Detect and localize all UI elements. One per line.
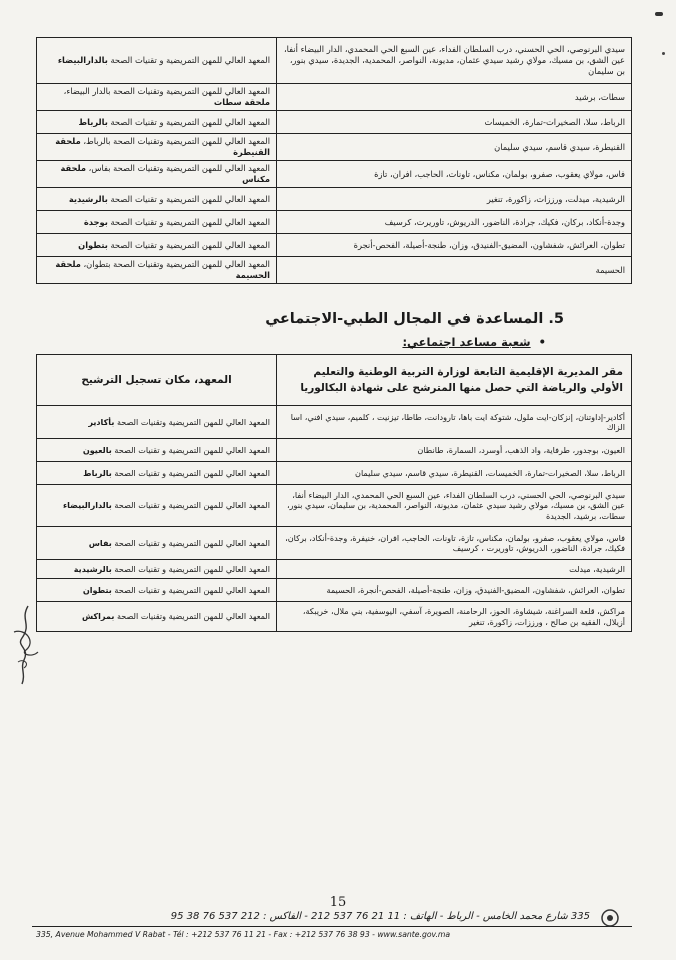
footer-divider — [32, 926, 632, 927]
footer-address-french: 335, Avenue Mohammed V Rabat - Tél : +212 537 76 11 21 - Fax : +212 537 76 38 93 - www.sante.gov.ma — [36, 930, 451, 939]
institute-city: بأكادير — [88, 416, 115, 427]
institute-name: المعهد العالي للمهن التمريضية و تقنيات الصحة — [107, 239, 270, 250]
institutes-table-continued — [36, 37, 632, 284]
table-row — [37, 527, 632, 560]
header-institute: المعهد، مكان تسجيل الترشيح — [37, 355, 277, 406]
region-cell: الرشيدية، ميدلت — [277, 560, 632, 579]
region-cell: فاس، مولاي يعقوب، صفرو، بولمان، مكناس، تازة، تاونات، الحاجب، افران، خنيفرة، وجدة-أنكاد، بركان، فكيك، جرادة، الناضور، الدريوش، تاوريرت ، كرسيف — [277, 527, 632, 560]
region-cell: القنيطرة، سيدي قاسم، سيدي سليمان — [277, 134, 632, 161]
region-cell: تطوان، العرائش، شفشاون، المضيق-الفنيدق، وزان، طنجة-أصيلة، الفحص-أنجرة، الحسيمة — [277, 579, 632, 602]
region-cell: تطوان، العرائش، شفشاون، المضيق-الفنيدق، وزان، طنجة-أصيلة، الفحص-أنجرة — [277, 234, 632, 257]
institute-cell — [37, 234, 277, 257]
institute-name: المعهد العالي للمهن التمريضية و تقنيات الصحة — [111, 467, 270, 478]
institute-city: بتطوان — [82, 584, 112, 595]
table-row — [37, 257, 632, 284]
handwritten-signature — [6, 602, 46, 688]
institute-name: المعهد العالي للمهن التمريضية و تقنيات الصحة — [107, 55, 270, 65]
table-row — [37, 406, 632, 439]
ministry-logo-icon — [597, 908, 623, 928]
footer-address-arabic: 335 شارع محمد الخامس - الرباط - الهاتف : 11 21 76 537 212 - الفاكس : 212 537 76 38 95 — [170, 911, 590, 922]
header-region: مقر المديرية الإقليمية التابعة لوزارة التربية الوطنية والتعليم الأولي والرياضة التي حصل منها المترشح على شهادة البكالوريا — [277, 355, 632, 406]
table-row — [37, 439, 632, 462]
scan-mark — [655, 12, 663, 16]
institute-name: المعهد العالي للمهن التمريضية و تقنيات الصحة — [111, 537, 270, 548]
institute-cell — [37, 257, 277, 284]
institute-city: بالدارالبيضاء — [57, 55, 108, 65]
region-cell: أكادير-إداوتنان، إنزكان-ايت ملول، شتوكة ايت باها، تارودانت، طاطا، تيزنيت ، كلميم، سيدي افني، اسا الزاك — [277, 406, 632, 439]
table-row — [37, 560, 632, 579]
subtitle-text: شعبة مساعد اجتماعي: — [402, 335, 531, 349]
section-subtitle — [402, 335, 546, 349]
table-row — [37, 134, 632, 161]
institute-city: بالرباط — [78, 116, 108, 127]
institute-city: بتطوان — [78, 239, 108, 250]
institute-city: ملحقة سطات — [213, 97, 270, 107]
region-cell: الرشيدية، ميدلت، ورززات، زاكورة، تنغير — [277, 188, 632, 211]
region-cell: فاس، مولاي يعقوب، صفرو، بولمان، مكناس، تاونات، الحاجب، افران، تازة — [277, 161, 632, 188]
table-row — [37, 462, 632, 485]
institute-city: ملحقة مكناس — [60, 163, 270, 184]
institute-city: بالدارالبيضاء — [63, 500, 112, 511]
institute-name: المعهد العالي للمهن التمريضية و تقنيات الصحة — [111, 584, 270, 595]
table-header-row — [37, 355, 632, 406]
institute-name: المعهد العالي للمهن التمريضية وتقنيات الصحة بالرباط، — [80, 136, 270, 146]
region-cell: مراكش، قلعة السراغنة، شيشاوة، الحوز، الرحامنة، الصويرة، آسفي، اليوسفية، بني ملال، خريبكة، أزيلال، الفقيه بن صالح ، ورززات، زاكورة، تنغير — [277, 602, 632, 632]
institute-name: المعهد العالي للمهن التمريضية و تقنيات الصحة — [111, 444, 270, 455]
institute-name: المعهد العالي للمهن التمريضية و تقنيات الصحة — [107, 193, 270, 204]
table-row — [37, 111, 632, 134]
scan-dot — [662, 52, 665, 55]
region-cell: وجدة-أنكاد، بركان، فكيك، جرادة، الناضور، الدريوش، تاوريرت، كرسيف — [277, 211, 632, 234]
institute-cell — [37, 602, 277, 632]
institute-cell — [37, 188, 277, 211]
institute-cell — [37, 134, 277, 161]
table-row — [37, 84, 632, 111]
institute-city: ملحقة القنيطرة — [55, 136, 270, 157]
institute-cell — [37, 84, 277, 111]
institute-city: بالرشيدية — [73, 563, 112, 574]
institute-city: بوجدة — [83, 216, 108, 227]
region-cell: سيدي البرنوصي، الحي الحسني، درب السلطان الفداء، عين السبع الحي المحمدي، الدار البيضاء أنفا، عين الشق، بن مسيك، مولاي رشيد سيدي عثمان، مديونة، النواصر، المحمدية، بن سليمان، سيدي بنور، سطات، برشيد، الجديدة — [277, 485, 632, 527]
institute-city: ملحقة الحسيمة — [55, 259, 270, 280]
institute-cell — [37, 439, 277, 462]
table-row — [37, 485, 632, 527]
institute-city: بمراكش — [81, 611, 115, 622]
institute-name: المعهد العالي للمهن التمريضية وتقنيات الصحة — [114, 416, 270, 427]
social-assistant-table — [36, 354, 632, 632]
institute-cell — [37, 560, 277, 579]
institute-name: المعهد العالي للمهن التمريضية و تقنيات الصحة — [111, 500, 270, 511]
table-row — [37, 602, 632, 632]
table-row — [37, 161, 632, 188]
section-title: 5. المساعدة في المجال الطبي-الاجتماعي — [265, 311, 564, 327]
institute-cell — [37, 406, 277, 439]
institute-city: بالرشيدية — [68, 193, 108, 204]
region-cell: الرباط، سلا، الصخيرات-تمارة، الخميسات — [277, 111, 632, 134]
institute-name: المعهد العالي للمهن التمريضية و تقنيات الصحة — [107, 216, 270, 227]
institute-name: المعهد العالي للمهن التمريضية وتقنيات الصحة بفاس، — [86, 163, 270, 173]
region-cell: سطات، برشيد — [277, 84, 632, 111]
institute-name: المعهد العالي للمهن التمريضية و تقنيات الصحة — [111, 563, 270, 574]
institute-cell — [37, 579, 277, 602]
institute-city: بالرباط — [83, 467, 112, 478]
institute-cell — [37, 485, 277, 527]
bullet: • — [538, 335, 546, 349]
institute-cell — [37, 211, 277, 234]
table-row — [37, 211, 632, 234]
institute-cell — [37, 111, 277, 134]
region-cell: الرباط، سلا، الصخيرات-تمارة، الخميسات، القنيطرة، سيدي قاسم، سيدي سليمان — [277, 462, 632, 485]
institute-name: المعهد العالي للمهن التمريضية وتقنيات الصحة بالدار البيضاء، — [63, 86, 270, 96]
table-row — [37, 579, 632, 602]
institute-cell — [37, 527, 277, 560]
table-row — [37, 38, 632, 84]
region-cell: العيون، بوجدور، طرفاية، واد الذهب، أوسرد، السمارة، طانطان — [277, 439, 632, 462]
institute-cell — [37, 161, 277, 188]
region-cell: سيدي البرنوصي، الحي الحسني، درب السلطان الفداء، عين السبع الحي المحمدي، الدار البيضاء أنفا، عين الشق، بن مسيك، مولاي رشيد سيدي عثمان، مديونة، النواصر، المحمدية، الجديدة، سيدي بنور، بن سليمان — [277, 38, 632, 84]
institute-city: بفاس — [88, 537, 112, 548]
institute-cell — [37, 462, 277, 485]
institute-name: المعهد العالي للمهن التمريضية و تقنيات الصحة — [107, 116, 270, 127]
region-cell: الحسيمة — [277, 257, 632, 284]
institute-city: بالعيون — [82, 444, 112, 455]
institute-name: المعهد العالي للمهن التمريضية وتقنيات الصحة بتطوان، — [80, 259, 270, 269]
page-number: 15 — [329, 895, 347, 910]
table-row — [37, 188, 632, 211]
institute-name: المعهد العالي للمهن التمريضية وتقنيات الصحة — [114, 611, 270, 622]
institute-cell — [37, 38, 277, 84]
table-row — [37, 234, 632, 257]
